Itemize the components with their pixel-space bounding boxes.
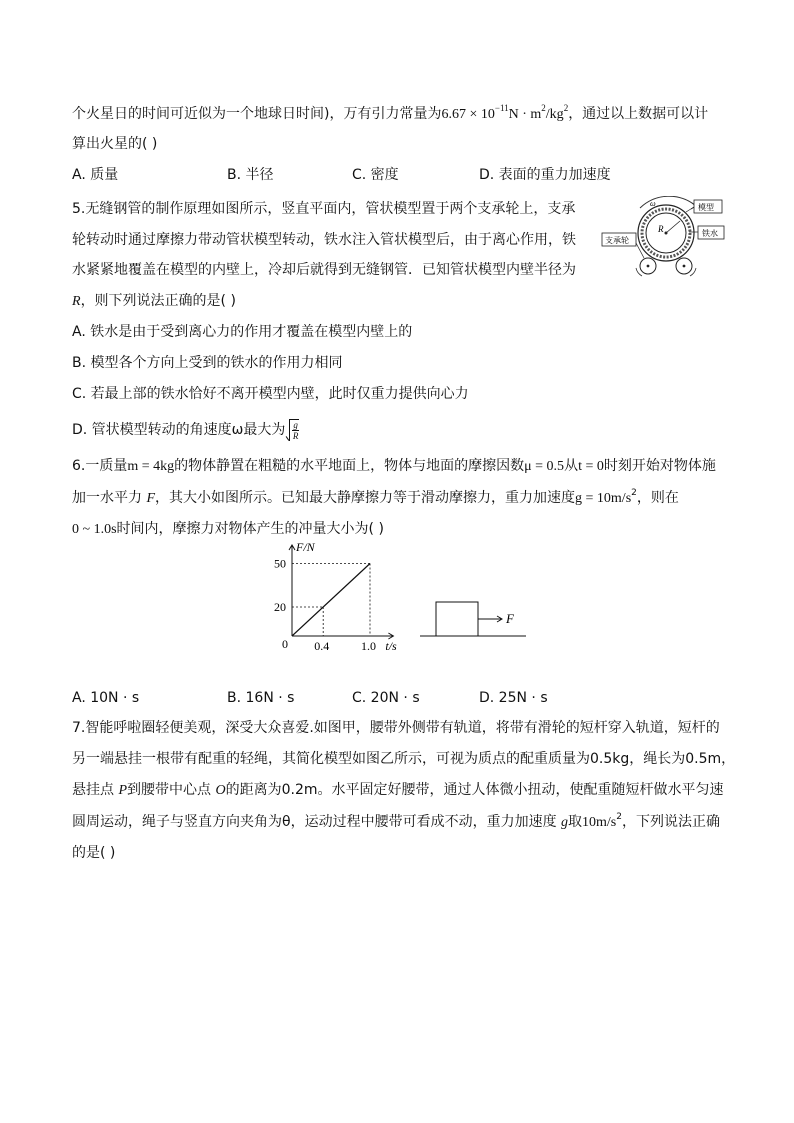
g-unit-b: /kg: [545, 107, 564, 122]
force-label: F: [506, 611, 514, 626]
g-unit-sup: 2: [541, 103, 546, 114]
g-value: g = 10m/s: [575, 491, 632, 506]
q5-option-a[interactable]: A. 铁水是由于受到离心力的作用才覆盖在模型内壁上的: [72, 324, 413, 340]
q6-text-c: 从: [564, 458, 579, 474]
center-dot: [665, 232, 668, 235]
g-unit-sup2: 2: [563, 103, 569, 114]
g-mantissa: 6.67 × 10: [441, 107, 495, 122]
q7-line-2: 另一端悬挂一根带有配重的轻绳，其简化模型如图乙所示，可视为质点的配重质量为0.5kg，绳长为0.5m，: [72, 751, 736, 767]
intro-line-2: 算出火星的( ): [72, 136, 158, 152]
q6-option-c[interactable]: C. 20N · s: [352, 690, 420, 706]
intro-line-1: [72, 104, 708, 125]
q6-option-b[interactable]: B. 16N · s: [227, 690, 295, 706]
g-exponent: −11: [494, 103, 509, 114]
q6-text-b: 的物体静置在粗糙的水平地面上，物体与地面的摩擦因数: [174, 458, 525, 474]
q7-line-3: [72, 780, 724, 801]
q4-option-d[interactable]: D. 表面的重力加速度: [479, 167, 611, 183]
q6-text-a: 6.一质量: [72, 458, 128, 474]
q5-option-d[interactable]: [72, 419, 299, 441]
q6-line-3: [72, 519, 384, 540]
radius-line: [666, 221, 680, 233]
g-unit: N · m: [508, 107, 542, 122]
frac-denominator: R: [292, 431, 299, 441]
radius-label: R: [658, 224, 664, 234]
q5-option-c[interactable]: C. 若最上部的铁水恰好不离开模型内壁，此时仅重力提供向心力: [72, 386, 469, 402]
q4-option-a[interactable]: A. 质量: [72, 167, 119, 183]
y-axis-label: F/N: [296, 540, 315, 554]
q6-text-d: 时刻开始对物体施: [603, 458, 716, 474]
origin-label: 0: [282, 637, 288, 651]
t-value: t = 0: [578, 459, 604, 474]
q7-text-e: 取: [568, 814, 583, 830]
q7-text-a: 悬挂点: [72, 782, 114, 798]
q7-line-4: [72, 812, 720, 833]
y-tick-label-0: 20: [274, 600, 286, 614]
q6-text-e: 加一水平力: [72, 490, 142, 506]
q7-text-b: 到腰带中心点: [127, 782, 212, 798]
q7-line-5: 的是( ): [72, 845, 116, 861]
frac-numerator: g: [293, 420, 298, 430]
x-tick-label-0: 0.4: [314, 639, 330, 653]
sqrt-expression: [289, 419, 299, 441]
q6-text-h: 时间内，摩擦力对物体产生的冲量大小为( ): [116, 521, 384, 537]
block: [436, 602, 478, 636]
intro-text: 个火星日的时间可近似为一个地球日时间)，万有引力常量为: [72, 106, 442, 122]
q5-stem-end: ，则下列说法正确的是( ): [80, 293, 236, 309]
q5-line-1: 5.无缝钢管的制作原理如图所示，竖直平面内，管状模型置于两个支承轮上，支承: [72, 201, 576, 217]
point-p: P: [118, 783, 128, 798]
q5-line-4: [72, 291, 236, 312]
q6-text-f: ，其大小如图所示。已知最大静摩擦力等于滑动摩擦力，重力加速度: [155, 490, 576, 506]
series-line-0: [292, 564, 370, 637]
mass-value: m = 4kg: [127, 459, 175, 474]
q5-figure: [600, 196, 730, 278]
mould-leader: [686, 207, 694, 212]
g-var: g: [561, 815, 569, 830]
q6-option-d[interactable]: D. 25N · s: [479, 690, 548, 706]
q7-line-1: 7.智能呼啦圈轻便美观，深受大众喜爱.如图甲，腰带外侧带有轨道，将带有滑轮的短杆穿入轨道，短杆的: [72, 720, 720, 736]
omega-arc: [640, 196, 696, 208]
force-var: F: [146, 491, 156, 506]
mu-value: μ = 0.5: [524, 459, 565, 474]
q6-option-a[interactable]: A. 10N · s: [72, 690, 140, 706]
intro-text-b: ，通过以上数据可以计: [568, 106, 709, 122]
g-sup: 2: [631, 488, 637, 499]
wheel-axle-left: [647, 265, 650, 268]
wheel-leader: [636, 243, 644, 258]
force-time-chart: [268, 540, 528, 660]
wheel-axle-right: [683, 265, 686, 268]
point-o: O: [215, 783, 226, 798]
q7-text-c: 的距离为0.2m。水平固定好腰带，通过人体微小扭动，使配重随短杆做水平匀速: [225, 782, 724, 798]
time-range: 0 ~ 1.0s: [72, 522, 117, 537]
q4-option-c[interactable]: C. 密度: [352, 167, 399, 183]
x-tick-label-1: 1.0: [361, 639, 376, 653]
x-axis-label: t/s: [385, 639, 397, 653]
q7-g-sup: 2: [616, 812, 622, 823]
gravity-constant: [441, 103, 569, 122]
q6-line-1: [72, 456, 716, 477]
q6-text-g: ，则在: [636, 490, 679, 506]
radius-var: R: [72, 294, 81, 309]
q5-option-d-text: D. 管状模型转动的角速度ω最大为: [72, 422, 286, 438]
wheel-label: 支承轮: [605, 236, 629, 245]
q7-g-value: 10m/s: [582, 815, 617, 830]
q7-text-f: ，下列说法正确: [622, 814, 720, 830]
q6-line-2: [72, 488, 679, 509]
q5-line-3: 水紧紧地覆盖在模型的内壁上，冷却后就得到无缝钢管．已知管状模型内壁半径为: [72, 262, 576, 278]
q5-line-2: 轮转动时通过摩擦力带动管状模型转动，铁水注入管状模型后，由于离心作用，铁: [72, 232, 576, 248]
omega-label: ω: [650, 199, 656, 208]
q4-option-b[interactable]: B. 半径: [227, 167, 274, 183]
mould-label: 模型: [698, 203, 714, 212]
fraction-g-over-r: [292, 420, 299, 441]
y-tick-label-1: 50: [274, 556, 286, 571]
q5-option-b[interactable]: B. 模型各个方向上受到的铁水的作用力相同: [72, 355, 343, 371]
iron-label: 铁水: [702, 229, 718, 238]
q7-text-d: 圆周运动，绳子与竖直方向夹角为θ，运动过程中腰带可看成不动，重力加速度: [72, 814, 557, 830]
